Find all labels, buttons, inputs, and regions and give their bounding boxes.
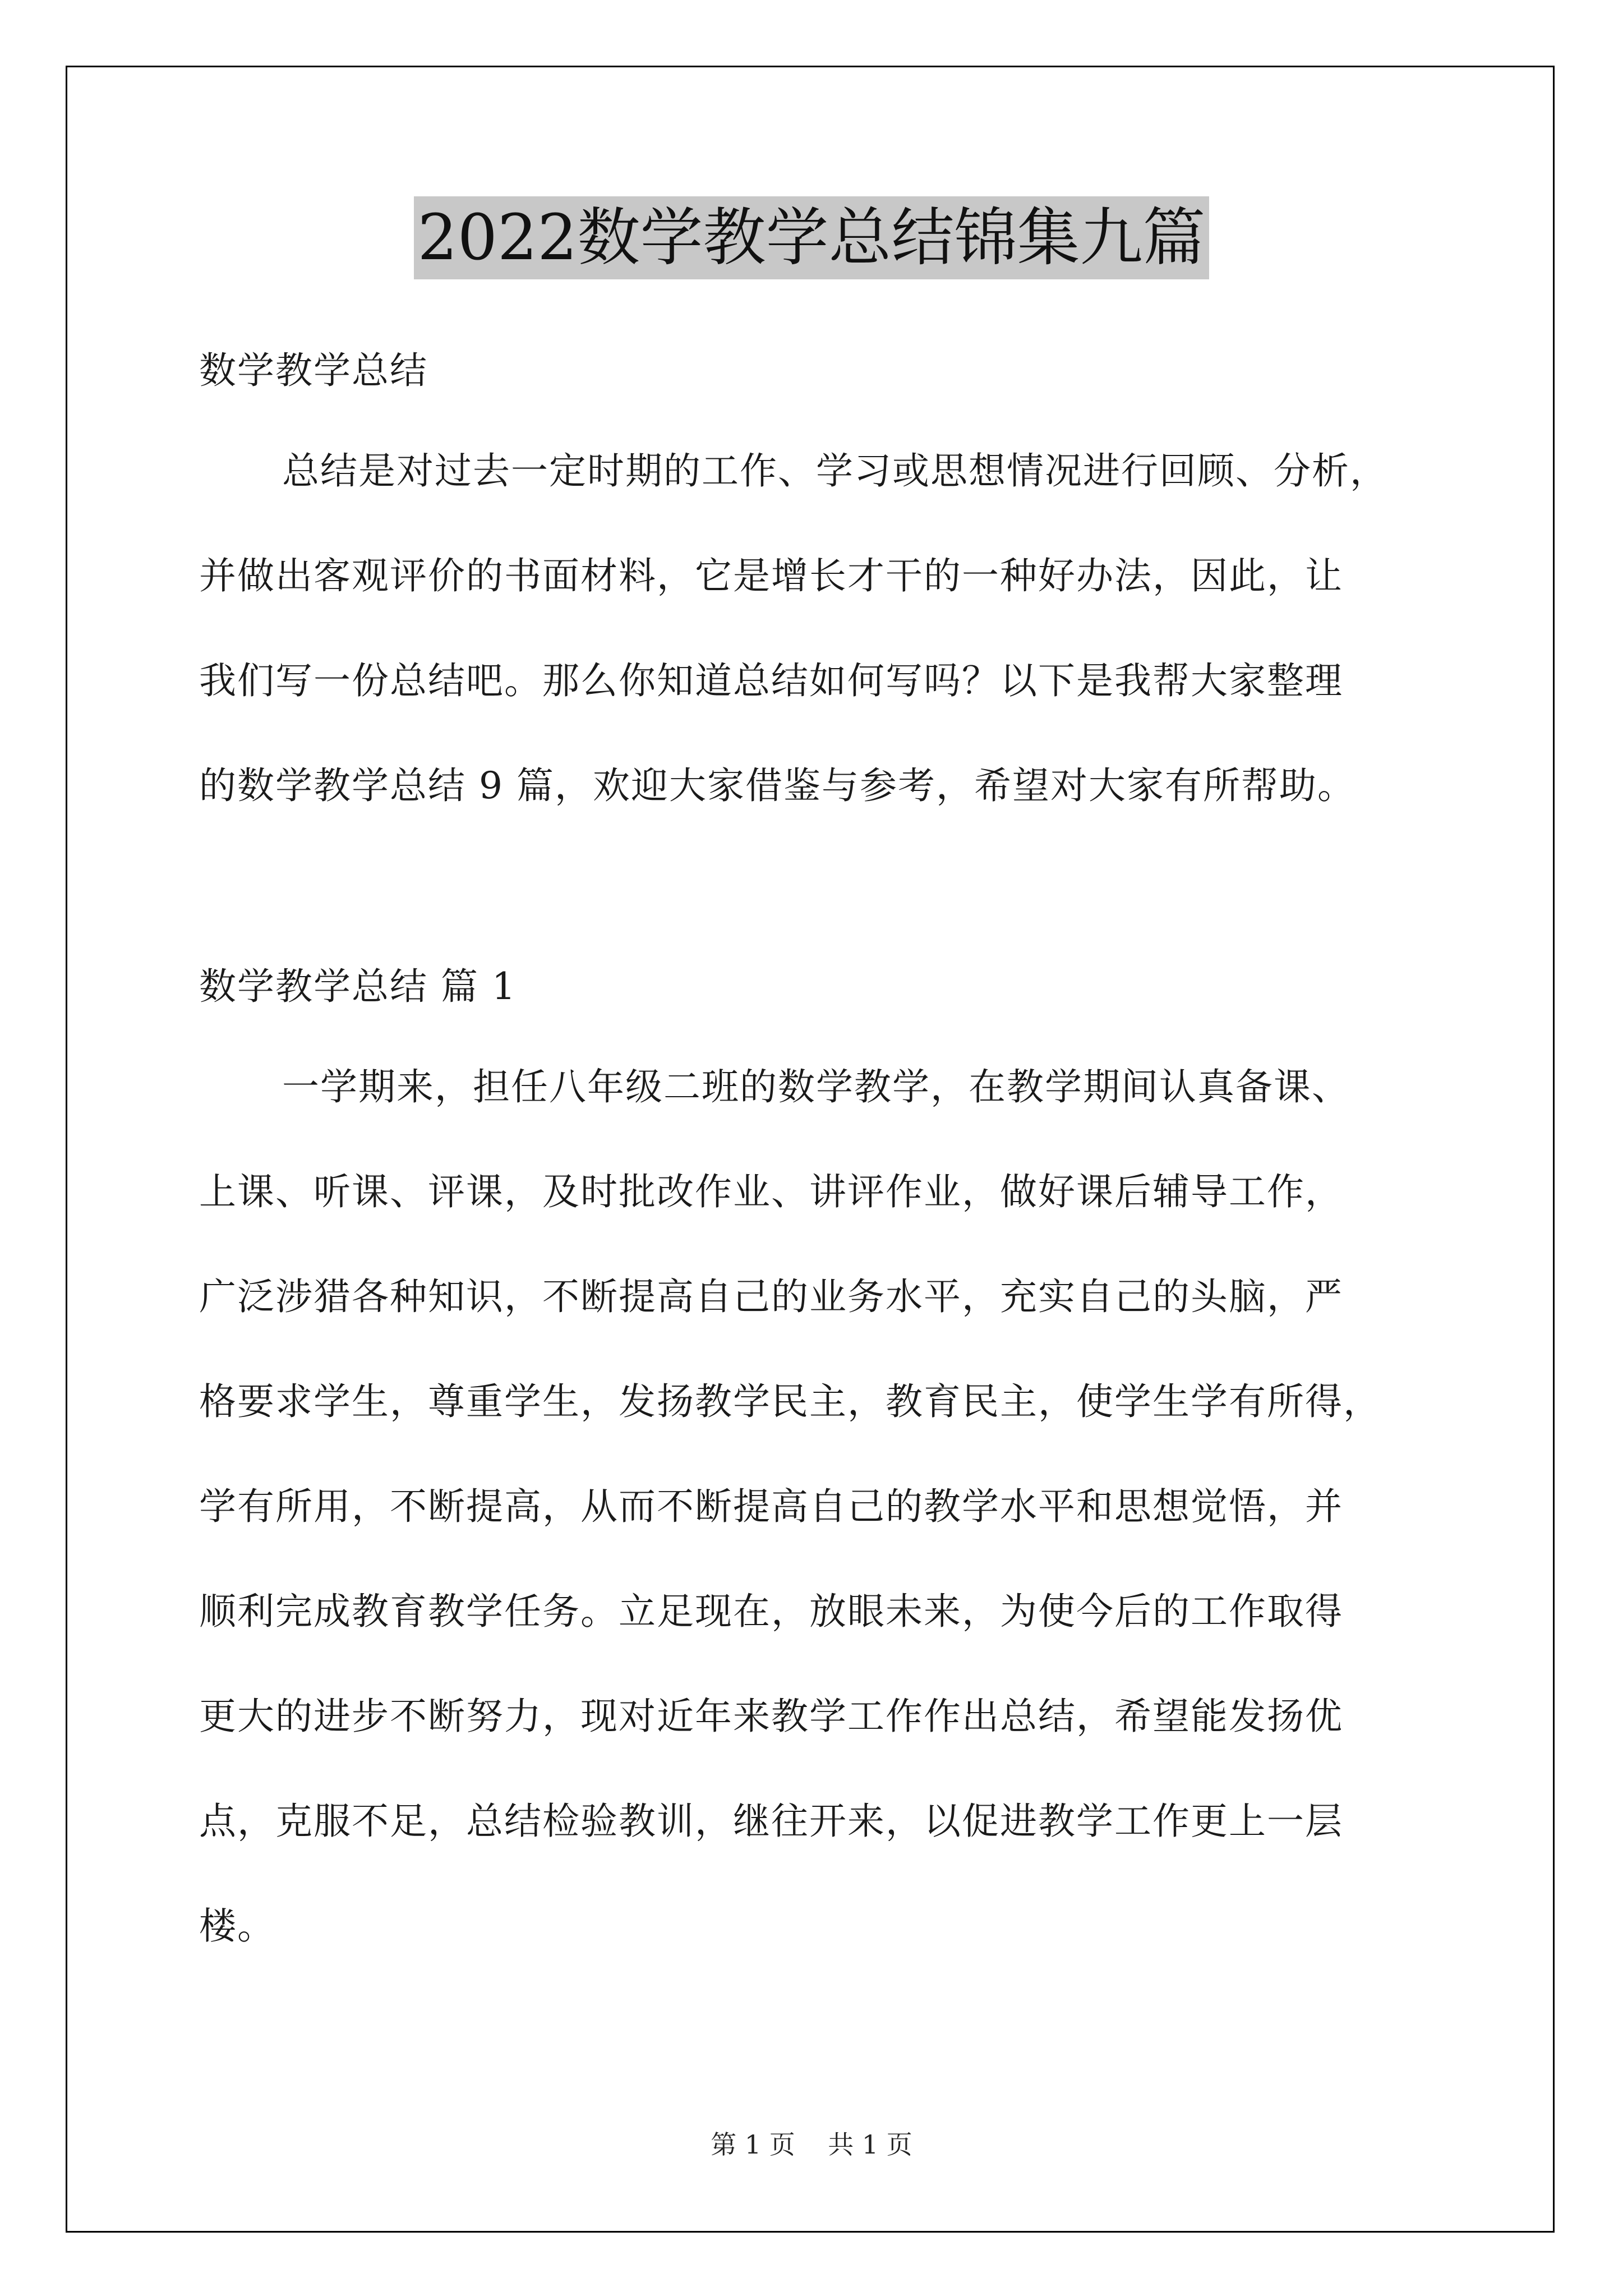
intro-heading: 数学教学总结 (199, 349, 428, 392)
paragraph-line: 学有所用，不断提高，从而不断提高自己的教学水平和思想觉悟，并 (199, 1485, 1343, 1528)
paragraph-line: 更大的进步不断努力，现对近年来教学工作作出总结，希望能发扬优 (199, 1695, 1343, 1738)
section-1-heading: 数学教学总结 篇 1 (199, 965, 517, 1008)
page-number: 第 1 页 (711, 2129, 795, 2160)
title-container (0, 196, 1623, 279)
intro-paragraph (199, 451, 1455, 806)
paragraph-line: 我们写一份总结吧。那么你知道总结如何写吗？以下是我帮大家整理 (199, 659, 1343, 702)
paragraph-line: 格要求学生，尊重学生，发扬教学民主，教育民主，使学生学有所得， (199, 1380, 1381, 1423)
document-title: 2022数学教学总结锦集九篇 (414, 196, 1209, 279)
paragraph-line: 总结是对过去一定时期的工作、学习或思想情况进行回顾、分析， (282, 449, 1388, 493)
paragraph-line: 点，克服不足，总结检验教训，继往开来，以促进教学工作更上一层 (199, 1800, 1343, 1843)
paragraph-line: 楼。 (199, 1904, 275, 1948)
paragraph-line: 上课、听课、评课，及时批改作业、讲评作业，做好课后辅导工作， (199, 1170, 1343, 1213)
page-total: 共 1 页 (828, 2129, 912, 2160)
paragraph-line: 的数学教学总结 9 篇，欢迎大家借鉴与参考，希望对大家有所帮助。 (199, 764, 1355, 807)
paragraph-line: 并做出客观评价的书面材料，它是增长才干的一种好办法，因此，让 (199, 554, 1343, 597)
page-footer (0, 2129, 1623, 2160)
paragraph-line: 广泛涉猎各种知识，不断提高自己的业务水平，充实自己的头脑，严 (199, 1275, 1343, 1318)
paragraph-line: 顺利完成教育教学任务。立足现在，放眼未来，为使今后的工作取得 (199, 1590, 1343, 1633)
section-1-paragraph (199, 1067, 1455, 1947)
document-body (199, 351, 1455, 1947)
paragraph-line: 一学期来，担任八年级二班的数学教学，在教学期间认真备课、 (282, 1065, 1350, 1108)
